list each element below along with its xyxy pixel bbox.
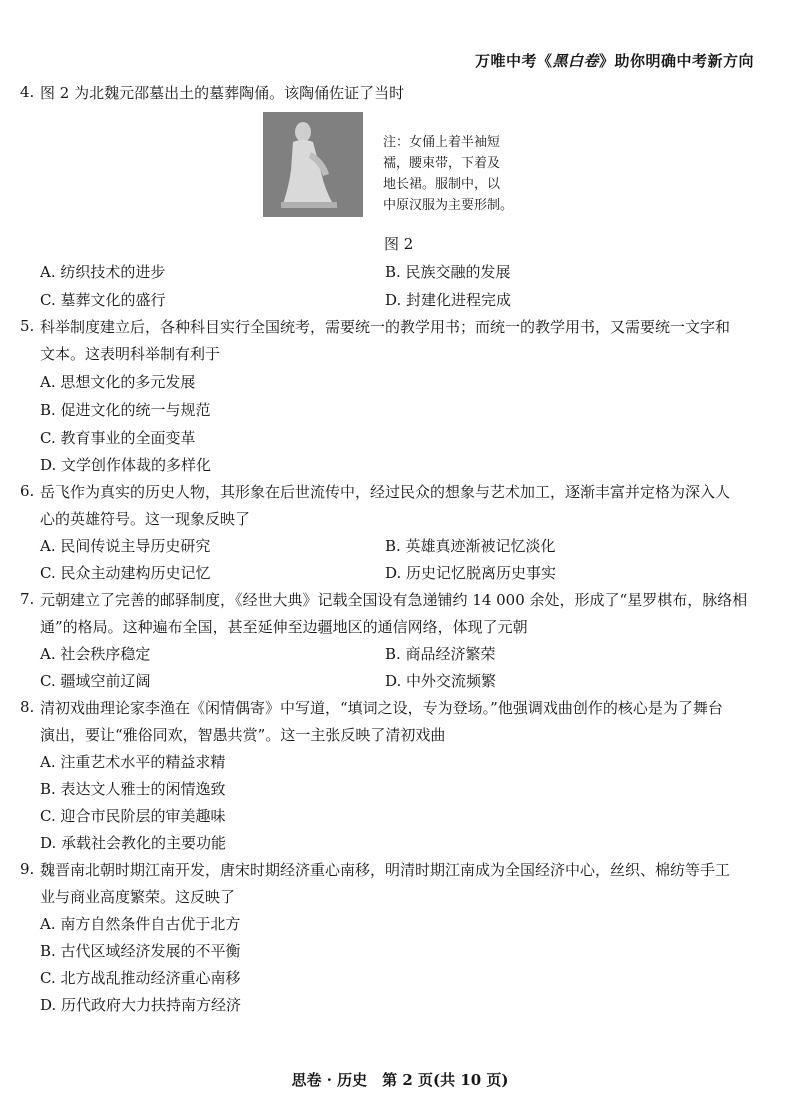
question-stem-line: 元朝建立了完善的邮驿制度，《经世大典》记载全国设有急递铺约 14 000 余处，形成了“星罗棋布，脉络相	[40, 591, 748, 609]
option-b[interactable]: B. 表达文人雅士的闲情逸致	[40, 780, 226, 798]
option-a[interactable]: A. 南方自然条件自古优于北方	[40, 915, 241, 933]
option-c[interactable]: C. 民众主动建构历史记忆	[40, 564, 211, 582]
question-stem: 图 2 为北魏元邵墓出土的墓葬陶俑。该陶俑佐证了当时	[40, 84, 405, 102]
option-c[interactable]: C. 墓葬文化的盛行	[40, 291, 166, 309]
option-b[interactable]: B. 英雄真迹渐被记忆淡化	[385, 537, 556, 555]
question-number: 4.	[20, 83, 35, 101]
header-prefix: 万唯中考《	[474, 52, 553, 70]
option-a[interactable]: A. 注重艺术水平的精益求精	[40, 753, 226, 771]
option-a[interactable]: A. 纺织技术的进步	[40, 263, 166, 281]
option-a[interactable]: A. 社会秩序稳定	[40, 645, 151, 663]
option-c[interactable]: C. 迎合市民阶层的审美趣味	[40, 807, 226, 825]
option-c[interactable]: C. 教育事业的全面变革	[40, 429, 196, 447]
figurine-illustration	[263, 112, 363, 217]
note-line: 地长裙。服制中，以	[383, 177, 501, 192]
option-d[interactable]: D. 历代政府大力扶持南方经济	[40, 996, 242, 1014]
question-stem-line: 业与商业高度繁荣。这反映了	[40, 888, 236, 906]
header-suffix: 》助你明确中考新方向	[598, 52, 754, 70]
page-footer: 思卷 · 历史 第 2 页(共 10 页)	[291, 1071, 509, 1089]
figure-note	[383, 132, 553, 216]
question-stem-line: 魏晋南北朝时期江南开发，唐宋时期经济重心南移，明清时期江南成为全国经济中心，丝织、棉纺等手工	[40, 861, 731, 879]
question-number: 6.	[20, 482, 35, 500]
tomb-figurine-photo	[263, 112, 363, 217]
option-d[interactable]: D. 中外交流频繁	[385, 672, 497, 690]
question-stem-line: 通”的格局。这种遍布全国，甚至延伸至边疆地区的通信网络，体现了元朝	[40, 618, 528, 636]
option-d[interactable]: D. 承载社会教化的主要功能	[40, 834, 227, 852]
question-number: 8.	[20, 698, 35, 716]
option-b[interactable]: B. 促进文化的统一与规范	[40, 401, 211, 419]
header-brand: 黑白卷	[552, 52, 599, 70]
option-c[interactable]: C. 北方战乱推动经济重心南移	[40, 969, 241, 987]
option-b[interactable]: B. 古代区域经济发展的不平衡	[40, 942, 241, 960]
option-d[interactable]: D. 文学创作体裁的多样化	[40, 456, 212, 474]
option-d[interactable]: D. 封建化进程完成	[385, 291, 512, 309]
note-line: 襦，腰束带，下着及	[383, 156, 501, 171]
page-header	[475, 50, 754, 71]
figure-caption: 图 2	[384, 235, 414, 253]
note-line: 中原汉服为主要形制。	[383, 198, 514, 213]
question-stem-line: 清初戏曲理论家李渔在《闲情偶寄》中写道，“填词之设，专为登场。”他强调戏曲创作的核心是为了舞台	[40, 699, 723, 717]
question-stem-line: 演出，要让“雅俗同欢，智愚共赏”。这一主张反映了清初戏曲	[40, 726, 446, 744]
question-number: 9.	[20, 860, 35, 878]
question-stem-line: 文本。这表明科举制有利于	[40, 345, 221, 363]
option-c[interactable]: C. 疆域空前辽阔	[40, 672, 151, 690]
note-line: 注：女俑上着半袖短	[383, 135, 501, 150]
option-a[interactable]: A. 民间传说主导历史研究	[40, 537, 211, 555]
option-a[interactable]: A. 思想文化的多元发展	[40, 373, 196, 391]
question-stem-line: 岳飞作为真实的历史人物，其形象在后世流传中，经过民众的想象与艺术加工，逐渐丰富并定格为深入人	[40, 483, 731, 501]
option-b[interactable]: B. 民族交融的发展	[385, 263, 511, 281]
question-number: 5.	[20, 317, 35, 335]
question-stem-line: 科举制度建立后，各种科目实行全国统考，需要统一的教学用书；而统一的教学用书，又需要统一文字和	[40, 318, 731, 336]
option-d[interactable]: D. 历史记忆脱离历史事实	[385, 564, 557, 582]
question-stem-line: 心的英雄符号。这一现象反映了	[40, 510, 251, 528]
question-number: 7.	[20, 590, 35, 608]
option-b[interactable]: B. 商品经济繁荣	[385, 645, 496, 663]
